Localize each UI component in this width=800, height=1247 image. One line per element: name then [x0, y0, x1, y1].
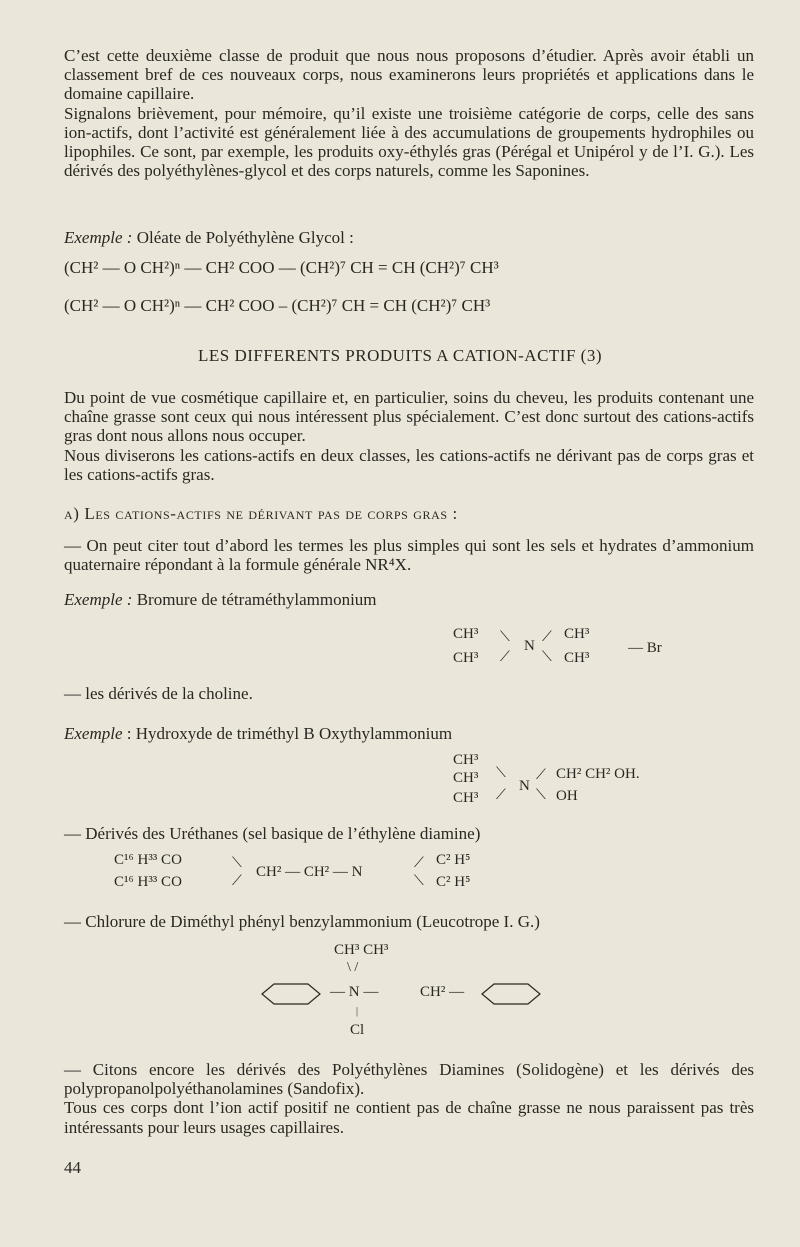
bond-symbol: ⟍ [232, 856, 242, 871]
formula-chain: CH² — CH² — N [256, 864, 363, 880]
paragraph-cosmetic: Du point de vue cosmétique capillaire et, en particulier, soins du cheveu, les produits contenant une chaîne grasse sont ceux qui nous intéressent plus spécialement. C’est donc surtout des cations-actifs gras dont nous allons nous occuper. [64, 388, 754, 446]
chlorure-line: — Chlorure de Diméthyl phényl benzylammonium (Leucotrope I. G.) [64, 912, 540, 931]
bond-symbol: ⟋ [496, 788, 506, 803]
formula-group: CH³ [453, 626, 479, 642]
formula-group: C² H⁵ [436, 874, 471, 890]
bond-symbol: ⟍ [496, 766, 506, 781]
formula-group: C¹⁶ H³³ CO [114, 852, 182, 868]
formula-oleate-1: (CH² — O CH²)ⁿ — CH² COO — (CH²)⁷ CH = CH (CH²)⁷ CH³ [64, 258, 499, 277]
formula-atom: N [524, 638, 535, 654]
closing-paragraphs [64, 1060, 754, 1137]
formula-group: CH³ [453, 790, 479, 806]
bond-symbol: ⟋ [232, 874, 242, 889]
bond-symbol: | [356, 1006, 359, 1017]
bond-symbol: ⟍ [536, 788, 546, 803]
formula-atom: — N — [330, 984, 379, 1000]
example-label: Exemple : [64, 590, 133, 609]
paragraph-non-ionic: Signalons brièvement, pour mémoire, qu’il existe une troisième catégorie de corps, celle des sans ion-actifs, dont l’activité est généralement liée à des accumulations de groupements hydrophiles ou lipophiles. Ce sont, par exemple, les produits oxy-éthylés gras (Pérégal et Unipérol y de l’I. G.). Les dérivés des polyéthylènes-glycol et des corps naturels, comme les Saponines. [64, 103, 754, 181]
bond-symbol: \ / [347, 960, 359, 975]
choline-line: — les dérivés de la choline. [64, 684, 253, 703]
paragraph-diamines: — Citons encore les dérivés des Polyéthylènes Diamines (Solidogène) et les dérivés des polypropanolpolyéthanolamines (Sandofix). [64, 1060, 754, 1099]
formula-anion: — Br [628, 640, 662, 656]
formula-atom: Cl [350, 1022, 365, 1038]
example-bromure [64, 590, 377, 610]
benzene-ring-icon [260, 982, 322, 1006]
formula-group: CH³ [453, 650, 479, 666]
section-heading: LES DIFFERENTS PRODUITS A CATION-ACTIF (3) [198, 346, 602, 365]
urethanes-line: — Dérivés des Uréthanes (sel basique de l’éthylène diamine) [64, 824, 481, 843]
formula-group: OH [556, 788, 578, 804]
formula-atom: N [519, 778, 530, 794]
paragraph-quaternary [64, 536, 754, 574]
bond-symbol: ⟋ [536, 768, 546, 783]
paragraph-classification: C’est cette deuxième classe de produit que nous nous proposons d’étudier. Après avoir établi un classement bref de ces nouveaux corps, nous examinerons leurs propriétés et applications dans le domaine capillaire. [64, 46, 754, 104]
bond-symbol: ⟍ [542, 650, 552, 665]
formula-group: CH² CH² OH. [556, 766, 640, 782]
example-text: Bromure de tétraméthylammonium [136, 590, 377, 609]
paragraph-quaternary-text: — On peut citer tout d’abord les termes les plus simples qui sont les sels et hydrates d’ammonium quaternaire répondant à la formule générale NR⁴X. [64, 536, 754, 575]
page-number: 44 [64, 1158, 81, 1177]
example-choline [64, 724, 452, 744]
subheading-a: a) Les cations-actifs ne dérivant pas de corps gras : [64, 504, 458, 523]
bond-symbol: ⟋ [414, 856, 424, 871]
formula-group: CH³ [564, 650, 590, 666]
paragraph-classes: Nous diviserons les cations-actifs en deux classes, les cations-actifs ne dérivant pas de corps gras et les cations-actifs gras. [64, 445, 754, 484]
bond-symbol: ⟋ [542, 630, 552, 645]
example-text: : Hydroxyde de triméthyl B Oxythylammonium [126, 724, 453, 743]
example-label: Exemple [64, 724, 123, 743]
intro-paragraphs [64, 46, 754, 180]
formula-group: C² H⁵ [436, 852, 471, 868]
formula-group: C¹⁶ H³³ CO [114, 874, 182, 890]
example-oleate [64, 228, 354, 248]
formula-group: CH³ [453, 752, 479, 768]
bond-symbol: ⟍ [414, 874, 424, 889]
formula-group: CH³ [564, 626, 590, 642]
bond-symbol: ⟍ [500, 630, 510, 645]
formula-group: CH³ CH³ [334, 942, 389, 958]
bond-symbol: ⟋ [500, 650, 510, 665]
formula-group: CH³ [453, 770, 479, 786]
formula-chain: CH² — [420, 984, 465, 1000]
cation-paragraphs [64, 388, 754, 484]
formula-oleate-2: (CH² — O CH²)ⁿ — CH² COO – (CH²)⁷ CH = CH (CH²)⁷ CH³ [64, 296, 491, 315]
benzene-ring-icon [480, 982, 542, 1006]
paragraph-conclusion: Tous ces corps dont l’ion actif positif ne contient pas de chaîne grasse ne nous paraissent pas très intéressants pour leurs usages capillaires. [64, 1098, 754, 1137]
example-label: Exemple : [64, 228, 133, 247]
example-text: Oléate de Polyéthylène Glycol : [136, 228, 354, 247]
